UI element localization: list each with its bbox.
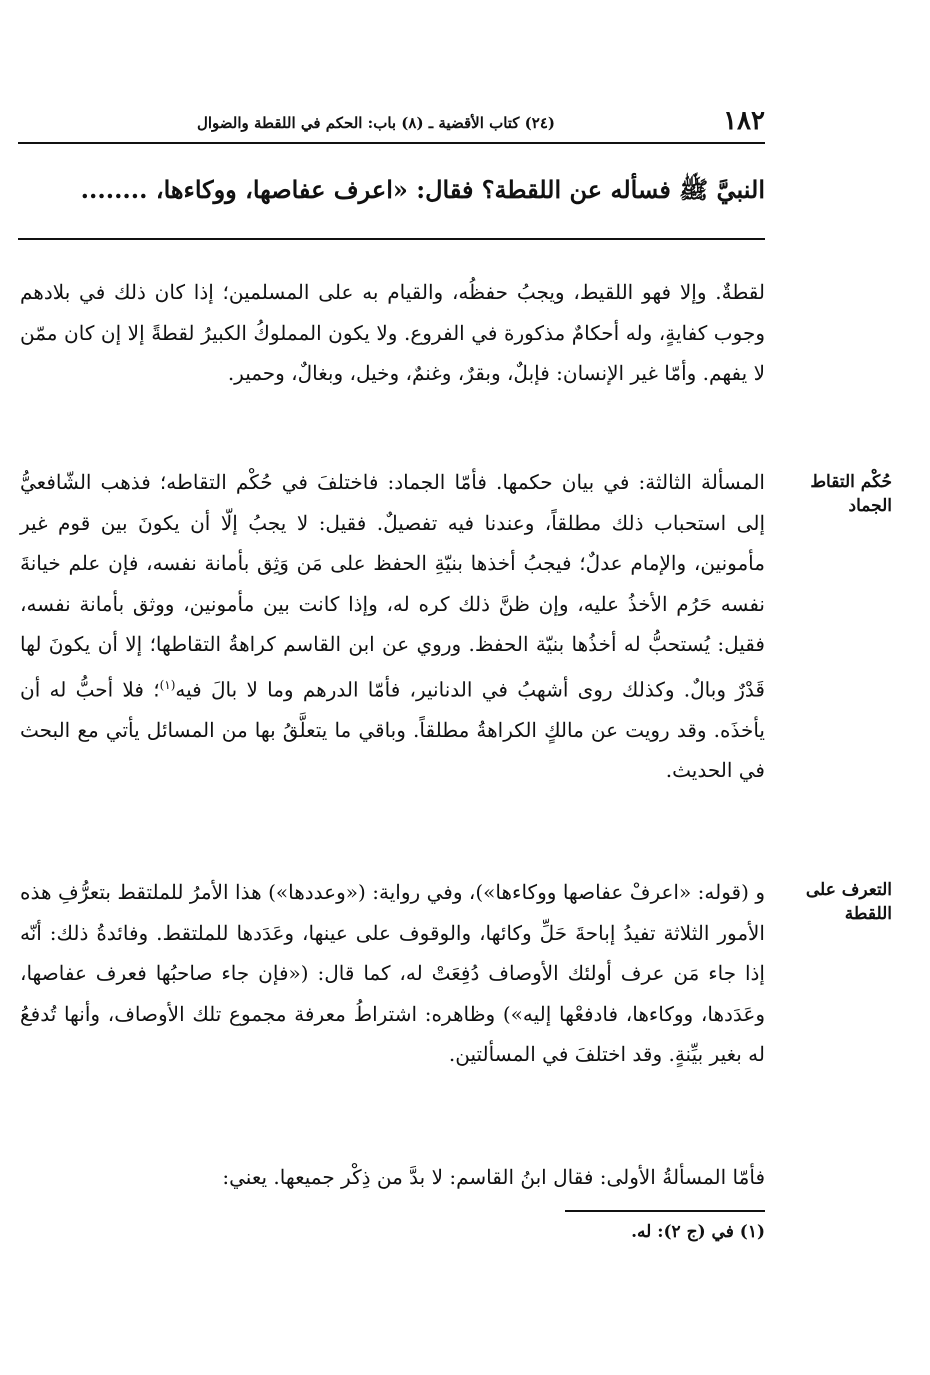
commentary-paragraph-3: و (قوله: «اعرفْ عفاصها ووكاءها»)، وفي رواية: («وعددها») هذا الأمرُ للملتقط بتعرُّفِ هذه الأمور الثلاثة تفيدُ إباحةَ حَلِّ وكائها، والوقوف على عينها، وعَدَدها للملتقط. وفائدةُ ذلك: أنّه إذا جاء مَن عرف أولئك الأوصاف دُفِعَتْ له، كما قال: («فإن جاء صاحبُها فعرف عفاصها، وعَدَدها، ووكاءها، فادفعْها إليه») وظاهره: اشتراطُ معرفة مجموع تلك الأوصاف، وأنها تُدفعُ له بغير بيِّنةٍ. وقد اختلفَ في المسألتين. — [20, 880, 765, 1066]
footnote-marker: (١) — [159, 677, 176, 692]
ellipsis-dots: ........ — [80, 175, 148, 204]
hadith-line: النبيَّ ﷺ فسأله عن اللقطة؟ فقال: «اعرف عفاصها، ووكاءها، — [155, 175, 765, 204]
footnote-rule — [565, 1210, 765, 1212]
page-number: ١٨٢ — [723, 106, 765, 136]
running-title: (٢٤) كتاب الأقضية ـ (٨) باب: الحكم في اللقطة والضوال — [196, 114, 555, 132]
header-rule — [18, 142, 765, 144]
matn-rule — [18, 238, 765, 240]
commentary-paragraph-1: لقطةٌ. وإلا فهو اللقيط، ويجبُ حفظُه، والقيام به على المسلمين؛ إذا كان ذلك في بلادهم وجوب كفايةٍ، وله أحكامٌ مذكورة في الفروع. ولا يكون المملوكُ الكبيرُ لقطةً إلا إن كان ممّن لا يفهم. وأمّا غير الإنسان: فإبلٌ، وبقرٌ، وغنمٌ، وخيل، وبغالٌ، وحمير. — [20, 280, 765, 385]
commentary-paragraph-4: فأمّا المسألةُ الأولى: فقال ابنُ القاسم: لا بدَّ من ذِكْر جميعها. يعني: — [222, 1165, 765, 1189]
footnote: (١) في (ج ٢): له. — [631, 1222, 765, 1242]
page-header — [20, 100, 765, 136]
side-note-identifying-lost-item: التعرف على اللقطة — [805, 880, 892, 924]
paragraph-2-text-rest: ؛ فلا أحبُّ له أن يأخذَه. وقد رويت عن مالكٍ الكراهةُ مطلقاً. وباقي ما يتعلَّقُ بها من المسائل يأتي مع البحث في الحديث. — [20, 677, 765, 783]
side-note-ruling-on-objects: حُكْم التقاط الجماد — [810, 472, 892, 516]
commentary-paragraph-2 — [20, 462, 765, 791]
paragraph-2-text: المسألة الثالثة: في بيان حكمها. فأمّا الجماد: فاختلفَ في حُكْم التقاطه؛ فذهب الشّافعيُّ إلى استحباب ذلك مطلقاً، وعندنا فيه تفصيلٌ. فقيل: لا يجبُ إلّا أن يكونَ بين قوم غير مأمونين، والإمام عدلٌ؛ فيجبُ أخذها بنيّةِ الحفظ على مَن وَثِق بأمانة نفسه، فإن علم خيانةَ نفسه حَرُم الأخذُ عليه، وإن ظنَّ ذلك كره له، وإذا كانت بين مأمونين، ووثق بأمانة نفسه، فقيل: يُستحبُّ له أخذُها بنيّة الحفظ. وروي عن ابن القاسم كراهةُ التقاطها؛ إلا أن يكونَ لها قَدْرٌ وبالٌ. وكذلك روى أشهبُ في الدنانير، فأمّا الدرهم وما لا بالَ فيه — [20, 470, 765, 702]
hadith-text — [20, 172, 765, 208]
